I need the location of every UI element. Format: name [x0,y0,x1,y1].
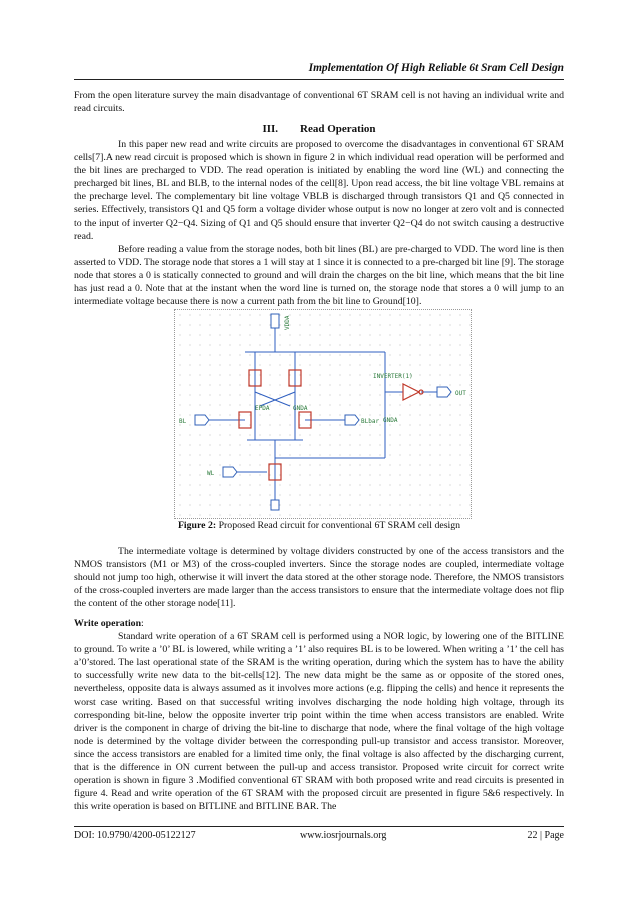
footer-doi: DOI: 10.9790/4200-05122127 [74,830,196,841]
footer-site: www.iosrjournals.org [300,830,387,841]
label-blbar: BLbar [361,418,380,425]
section-heading [74,123,564,135]
running-title: Implementation Of High Reliable 6t Sram Cell Design [308,62,564,74]
caption-text: Proposed Read circuit for conventional 6T SRAM cell design [216,520,461,531]
schematic-svg [175,310,471,518]
label-inverter: INVERTER(1) [373,373,413,380]
header-rule [74,79,564,80]
after-figure-paragraph: The intermediate voltage is determined by voltage dividers constructed by one of the access transistors and the NMOS transistors (M1 or M3) of the cross-coupled inverters. Since the storage nodes are coupled, intermediate voltage should not jump too high, otherwise it will invert the data stored at the other storage node. Therefore, the NMOS transistors of the cross-coupled inverters are made larger than the access transistors to ensure that the intermediate voltage does not flip the content of the other storage node[11]. [74,546,564,610]
read-section-body [74,138,564,308]
write-heading: Write operation [74,618,142,629]
figure-2-schematic [174,309,472,519]
figure-2-caption [74,520,564,531]
label-gnd: GNDA [293,405,308,412]
label-wl: WL [207,470,215,477]
label-epda: EPDA [255,405,270,412]
footer-page: 22 | Page [527,830,564,841]
section-number: III. [262,123,279,135]
label-out: OUT [455,390,466,397]
intro-paragraph: From the open literature survey the main disadvantage of conventional 6T SRAM cell is not having an individual write and read circuits. [74,90,564,115]
footer-rule [74,826,564,827]
write-paragraph: Standard write operation of a 6T SRAM cell is performed using a NOR logic, by lowering one of the BITLINE to ground. To write a ’0’ BL is lowered, while writing a ’1’ also requires BL is to be lowered. When writing a ’1’ the cell has a’0’stored. The last operational state of the SRAM is the writing operation, during which the system has to have the ability to successfully write new data to the bit-cells[12]. The new data might be the same as or opposite of the stored ones, nevertheless, opposite data is always assumed as it involves more actions (e.g. flipping the cells) and hence it represents the worst case writing. Based on that successful writing involves discharging the node holding high voltage, through its corresponding bit-line, below the opposite inverter trip point within the time when access transistors are enabled. Write driver is the component in charge of driving the bit-line to discharge that node, where the final voltage of the high voltage node is determined by the voltage divider between the corresponding pull-up transistor and access transistor. Moreover, since the access transistors are enabled for a limited time only, the final voltage is also affected by the discharging current, that is the difference in ON current between the pull-up and access transistor. Proposed write circuit for correct write operation is shown in figure 3 .Modified conventional 6T SRAM with both proposed write and read circuits is presented in figure 4. Read and write operation of the 6T SRAM with the proposed circuit are presented in figure 5&6 respectively. In this write operation is based on BITLINE and BITLINE BAR. The [74,631,564,813]
section-title: Read Operation [300,123,376,135]
write-section: Write operation: Standard write operation of a 6T SRAM cell is performed using a NOR logic, by lowering one of the BITLINE to ground. To write a ’0’ BL is lowered, while writing a ’1’ also requires BL is to be lowered. When writing a ’1’ the cell has a’0’stored. The last operational state of the SRAM is the writing operation, during which the system has to have the ability to successfully write new data to the bit-cells[12]. The new data might be the same as or opposite of the stored ones, nevertheless, opposite data is always assumed as it involves more actions (e.g. flipping the cells) and hence it represents the worst case writing. Based on that successful writing involves discharging the node holding high voltage, through its corresponding bit-line, below the opposite inverter trip point within the time when access transistors are enabled. Write driver is the component in charge of driving the bit-line to discharge that node, where the final voltage of the high voltage node is determined by the voltage divider between the corresponding pull-up transistor and access transistor. Moreover, since the access transistors are enabled for a limited time only, the final voltage is also affected by the discharging current, that is the difference in ON current between the pull-up and access transistor. Proposed write circuit for correct write operation is shown in figure 3 .Modified conventional 6T SRAM with both proposed write and read circuits is presented in figure 4. Read and write operation of the 6T SRAM with the proposed circuit are presented in figure 5&6 respectively. In this write operation is based on BITLINE and BITLINE BAR. The [74,618,564,813]
caption-label: Figure 2: [177,520,217,531]
label-bl: BL [179,418,187,425]
after-figure-block [74,545,564,610]
read-paragraph-2: Before reading a value from the storage nodes, both bit lines (BL) are pre-charged to VDD. The word line is then asserted to VDD. The storage node that stores a 1 will stay at 1 since it is connected to a pre-charged bit line [9]. The storage node that stores a 0 is statically connected to ground and will drain the charges on the bit line, which means that the bit line has just read a 0. Note that at the instant when the word line is turned on, the storage node that stores a 0 will jump to an intermediate voltage because there is now a current path from the bit line to Ground[10]. [74,243,564,308]
label-vdd: VDDA [284,315,291,330]
label-gnd2: GNDA [383,417,398,424]
read-paragraph-1: In this paper new read and write circuits are proposed to overcome the disadvantages in conventional 6T SRAM cells[7].A new read circuit is proposed which is shown in figure 2 in which individual read operation will be performed and the bit lines are precharged to VDD. The read operation is initiated by enabling the word line (WL) and connecting the precharged bit lines, BL and BLB, to the internal nodes of the cell[8]. Upon read access, the bit line voltage VBL remains at the precharge level. The complementary bit line voltage VBLB is discharged through transistors Q1 and Q5 connected in series. Effectively, transistors Q1 and Q5 form a voltage divider whose output is now no longer at zero volt and is connected to the input of inverter Q2−Q4. Sizing of Q1 and Q5 should ensure that inverter Q2−Q4 do not switch causing a destructive read. [74,139,564,242]
intro-block [74,89,564,115]
